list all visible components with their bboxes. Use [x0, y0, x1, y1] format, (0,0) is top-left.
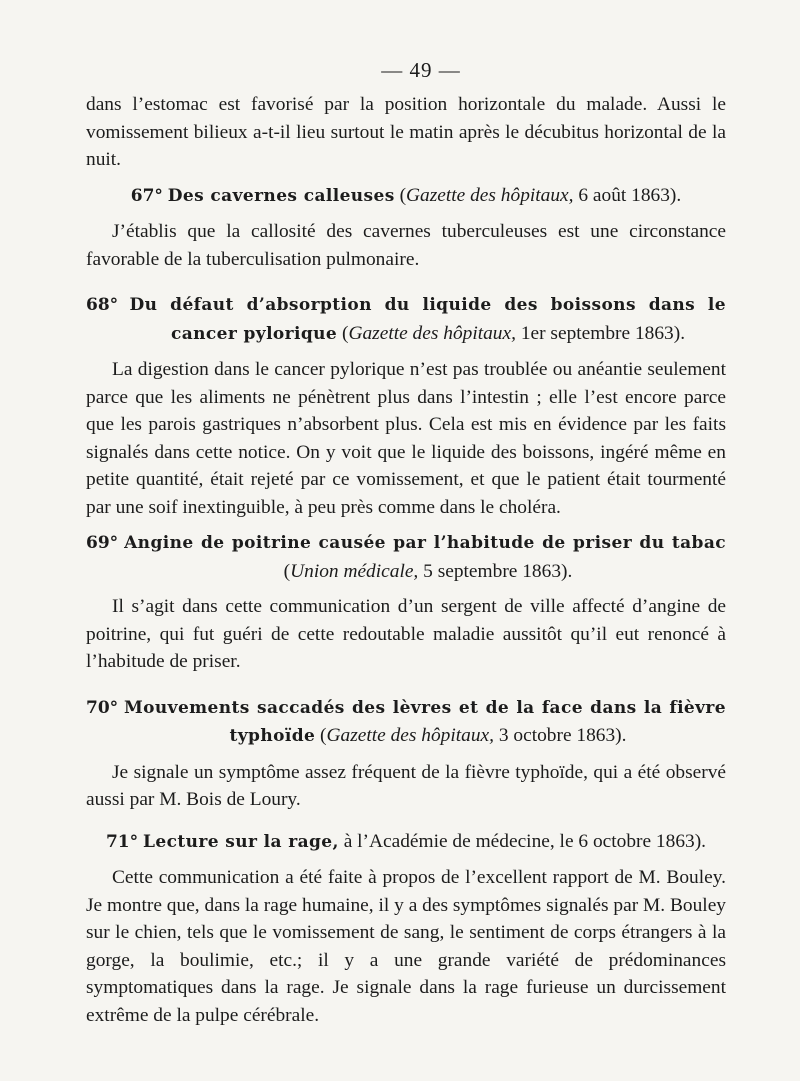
- intro-paragraph: dans l’estomac est favorisé par la position horizontale du malade. Aussi le vomissement bilieux a-t-il lieu surtout le matin après le décubitus horizontal de la nuit.: [86, 94, 726, 170]
- page-number: — 49 —: [381, 58, 461, 82]
- entry-source: Gazette des hôpitaux,: [348, 322, 516, 344]
- entry-date: 1er septembre 1863).: [520, 322, 686, 344]
- entry-date: 6 août 1863).: [578, 184, 682, 206]
- entry-source: Gazette des hôpitaux,: [326, 725, 494, 746]
- entry-title: Des cavernes calleuses: [167, 185, 395, 206]
- entry-heading-69: 69° Angine de poitrine causée par l’habitude de priser du tabac (Union médicale, 5 septembre 1863).: [86, 533, 726, 582]
- entry-heading-67: 67° Des cavernes calleuses (Gazette des hôpitaux, 6 août 1863).: [130, 184, 682, 206]
- entry-heading-68: 68° Du défaut d’absorption du liquide des boissons dans le cancer pylorique (Gazette des hôpitaux, 1er septembre 1863).: [86, 295, 726, 344]
- entry-date: 5 septembre 1863).: [423, 560, 573, 582]
- entry-number: 70°: [86, 697, 119, 718]
- entry-source: Gazette des hôpitaux,: [406, 184, 574, 206]
- entry-title: Mouvements saccadés des lèvres et de la face dans la fièvre typhoïde: [123, 697, 726, 746]
- entry-title: Angine de poitrine causée par l’habitude de priser du tabac: [124, 533, 726, 553]
- entry-source: Union médicale,: [290, 560, 419, 582]
- entry-heading-70: 70° Mouvements saccadés des lèvres et de la face dans la fièvre typhoïde (Gazette des hôpitaux, 3 octobre 1863).: [86, 697, 726, 746]
- entry-number: 69°: [86, 533, 119, 553]
- entry-number: 71°: [105, 831, 139, 852]
- entry-body-68: La digestion dans le cancer pylorique n’est pas troublée ou anéantie seulement parce que les aliments ne pénètrent plus dans l’intestin ; elle l’est encore parce que les parois gastriques n’absorbent plus. Cela est mis en évidence par les faits signalés dans cette notice. On y voit que le liquide des boissons, ingéré même en petite quantité, était rejeté par ce vomissement, et que le patient était tourmenté par une soif inextinguible, à peu près comme dans le choléra.: [86, 359, 726, 518]
- entry-title: Lecture sur la rage,: [143, 831, 339, 852]
- page: [86, 0, 726, 1029]
- entry-date: à l’Académie de médecine, le 6 octobre 1863).: [343, 830, 707, 852]
- entry-number: 67°: [130, 185, 163, 206]
- entry-heading-71: [86, 828, 726, 857]
- entry-body-71: Cette communication a été faite à propos de l’excellent rapport de M. Bouley. Je montre que, dans la rage humaine, il y a des symptômes signalés par M. Bouley sur le chien, tels que le vomissement de sang, le sentiment de corps étrangers à la gorge, la boulimie, etc.; il y a une grande variété de prédominances symptomatiques dans la rage. Je signale dans la rage furieuse un durcissement extrême de la pulpe cérébrale.: [86, 867, 726, 1026]
- entry-body-67: J’établis que la callosité des cavernes tuberculeuses est une circonstance favorable de la tuberculisation pulmonaire.: [86, 221, 726, 270]
- entry-body-70: Je signale un symptôme assez fréquent de la fièvre typhoïde, qui a été observé aussi par M. Bois de Loury.: [86, 761, 726, 810]
- entry-number: 68°: [86, 295, 119, 315]
- entry-date: 3 octobre 1863).: [498, 725, 627, 746]
- entry-body-69: Il s’agit dans cette communication d’un sergent de ville affecté d’angine de poitrine, qui fut guéri de cette redoutable maladie aussitôt qu’il eut renoncé à l’habitude de priser.: [86, 596, 726, 672]
- entry-title: Du défaut d’absorption du liquide des boissons dans le cancer pylorique: [129, 295, 726, 344]
